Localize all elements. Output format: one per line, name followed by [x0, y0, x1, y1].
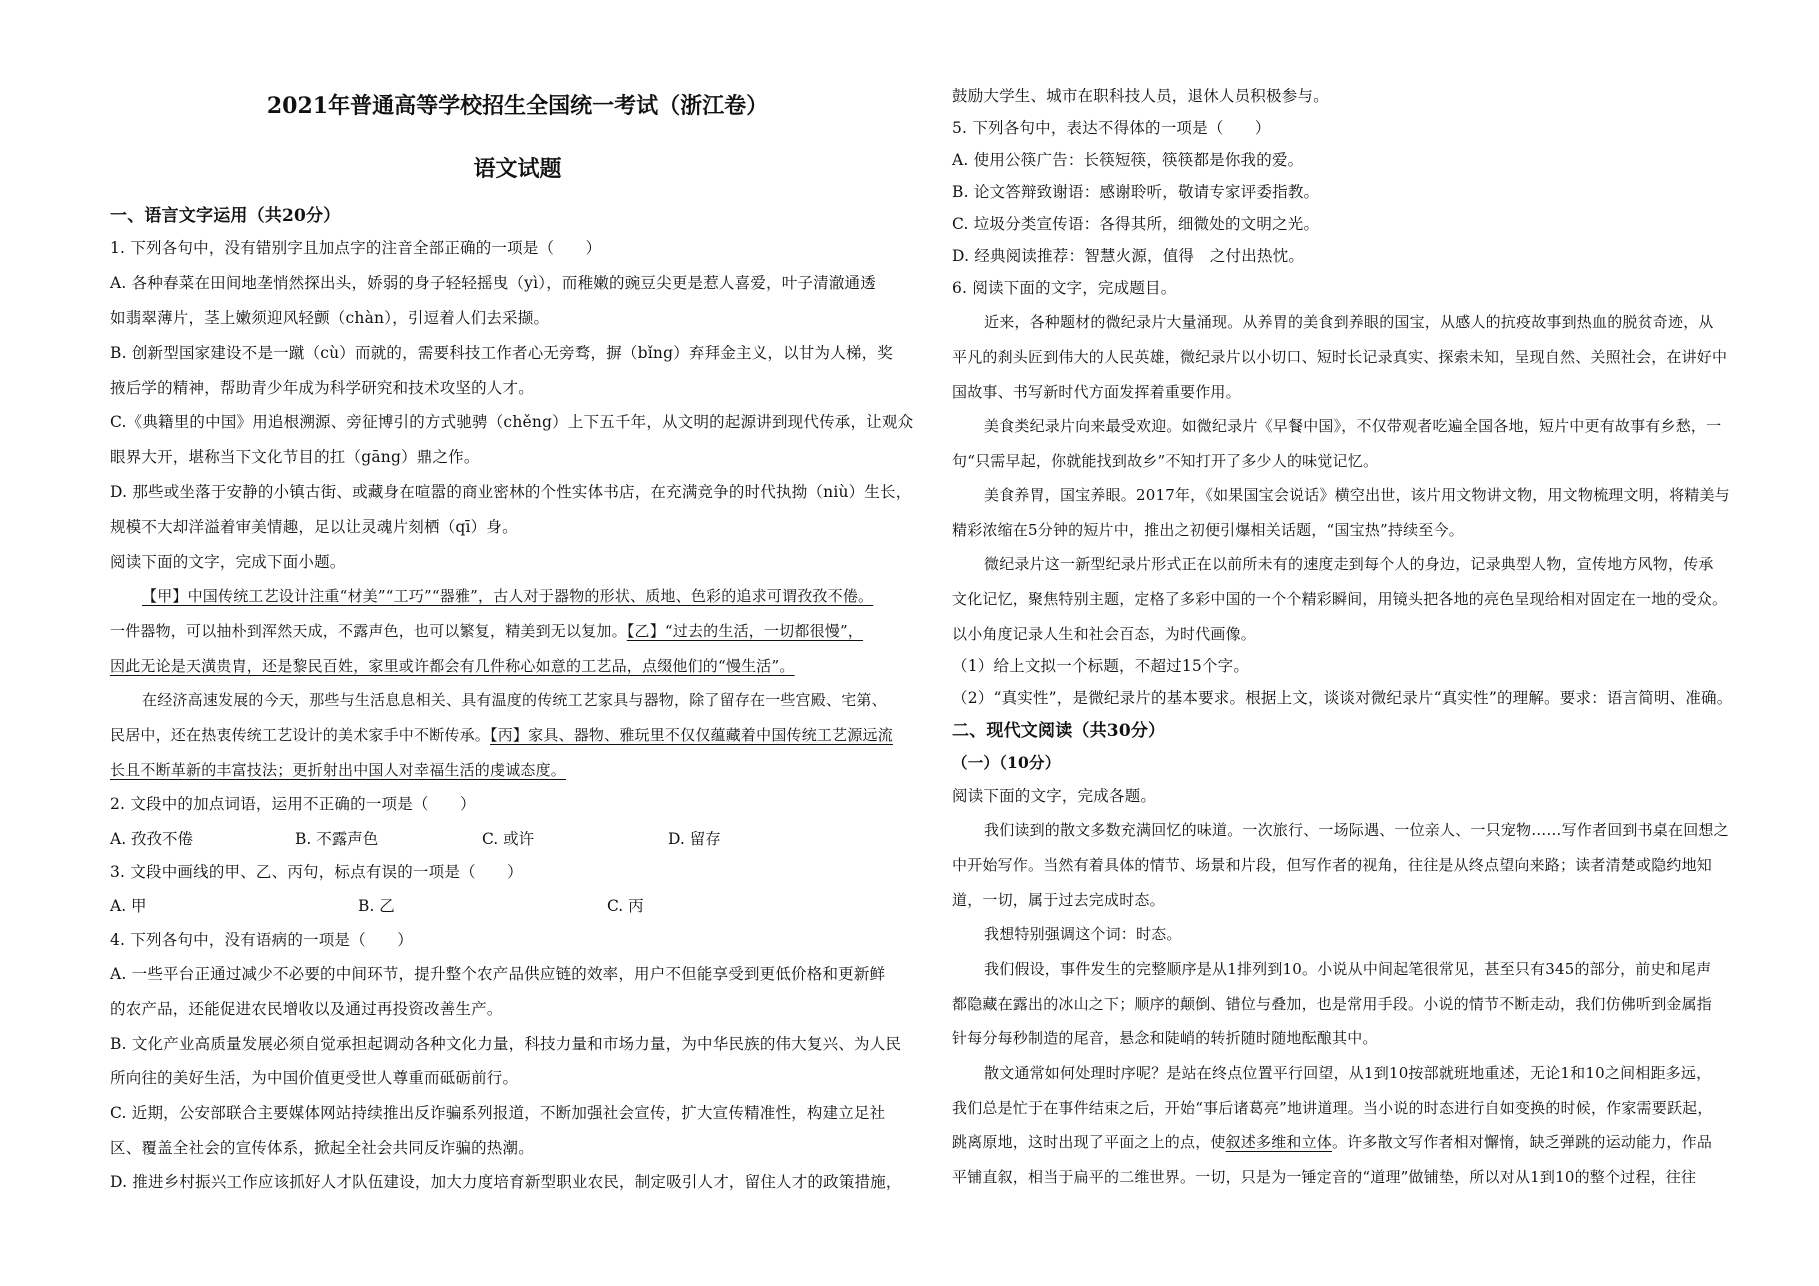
q3-option-a: A. 甲 [110, 897, 147, 915]
q4-option-c-line2: 区、覆盖全社会的宣传体系，掀起全社会共同反诈骗的热潮。 [110, 1139, 534, 1157]
q6-para2-line1: 美食类纪录片向来最受欢迎。如微纪录片《早餐中国》，不仅带观者吃遍全国各地，短片中更有故事有乡愁，一 [984, 417, 1722, 435]
q2-option-a: A. 孜孜不倦 [110, 830, 194, 848]
q6-para1-line3: 国故事、书写新时代方面发挥着重要作用。 [952, 383, 1241, 401]
q6-para4-line2: 文化记忆，聚焦特别主题，定格了多彩中国的一个个精彩瞬间，用镜头把各地的亮色呈现给相对固定在一地的受众。 [952, 590, 1728, 608]
q1-option-b-line2: 掖后学的精神，帮助青少年成为科学研究和技术攻坚的人才。 [110, 379, 534, 397]
essay-para3-line2: 都隐藏在露出的冰山之下；顺序的颠倒、错位与叠加，也是常用手段。小说的情节不断走动，我们仿佛听到金属指 [952, 995, 1713, 1013]
q5-option-a: A. 使用公筷广告：长筷短筷，筷筷都是你我的爱。 [952, 151, 1304, 169]
question-2: 2. 文段中的加点词语，运用不正确的一项是（ ） [110, 795, 476, 813]
q2-option-b: B. 不露声色 [295, 830, 379, 848]
q6-para4-line1: 微纪录片这一新型纪录片形式正在以前所未有的速度走到每个人的身边，记录典型人物，宣传地方风物，传承 [984, 555, 1714, 573]
q6-para4-line3: 以小角度记录人生和社会百态，为时代画像。 [952, 625, 1257, 643]
section-heading-1: 一、语言文字运用（共20分） [110, 206, 341, 226]
passage-line2-text: 一件器物，可以抽朴到浑然天成，不露声色，也可以繁复，精美到无以复加。 [110, 622, 627, 640]
q4-option-d-line1: D. 推进乡村振兴工作应该抓好人才队伍建设，加大力度培育新型职业农民，制定吸引人才，留住人才的政策措施， [110, 1173, 902, 1191]
underlined-phrase: 叙述多维和立体 [1225, 1133, 1333, 1151]
reading-instruction-2: 阅读下面的文字，完成各题。 [952, 787, 1157, 805]
essay-para4-line1: 散文通常如何处理时序呢？是站在终点位置平行回望，从1到10按部就班地重述，无论1和10之间相距多远， [984, 1064, 1712, 1082]
q4-option-b-line1: B. 文化产业高质量发展必须自觉承担起调动各种文化力量，科技力量和市场力量，为中华民族的伟大复兴、为人民 [110, 1035, 902, 1053]
q1-option-c-line1: C.《典籍里的中国》用追根溯源、旁征博引的方式驰骋（chěng）上下五千年，从文明的起源讲到现代传承，让观众 [110, 413, 914, 431]
reading-instruction: 阅读下面的文字，完成下面小题。 [110, 553, 346, 571]
q4-option-a-line1: A. 一些平台正通过减少不必要的中间环节，提升整个农产品供应链的效率，用户不但能享受到更低价格和更新鲜 [110, 965, 886, 983]
passage-jia-line1: 【甲】中国传统工艺设计注重“材美”“工巧”“器雅”，古人对于器物的形状、质地、色彩的追求可谓孜孜不倦。 [142, 587, 874, 605]
exam-title: 2021年普通高等学校招生全国统一考试（浙江卷） [266, 93, 769, 119]
q5-option-d: D. 经典阅读推荐：智慧火源，值得 之付出热忱。 [952, 247, 1305, 265]
subsection-heading: （一）（10分） [952, 753, 1061, 772]
q6-para1-line2: 平凡的刹头匠到伟大的人民英雄，微纪录片以小切口、短时长记录真实、探索未知，呈现自然、关照社会，在讲好中 [952, 348, 1728, 366]
essay-para4-line3-a: 跳离原地，这时出现了平面之上的点，使 [952, 1133, 1226, 1151]
question-5: 5. 下列各句中，表达不得体的一项是（ ） [952, 119, 1271, 137]
question-1: 1. 下列各句中，没有错别字且加点字的注音全部正确的一项是（ ） [110, 239, 602, 257]
passage-yi-line2: 因此无论是天潢贵胄，还是黎民百姓，家里或许都会有几件称心如意的工艺品，点缀他们的“慢生活”。 [110, 657, 795, 675]
question-3: 3. 文段中画线的甲、乙、丙句，标点有误的一项是（ ） [110, 863, 523, 881]
exam-subtitle: 语文试题 [473, 156, 562, 182]
section-heading-2: 二、现代文阅读（共30分） [952, 721, 1166, 741]
question-4: 4. 下列各句中，没有语病的一项是（ ） [110, 931, 413, 949]
passage2-line2 [110, 725, 893, 745]
essay-para2: 我想特别强调这个词：时态。 [984, 925, 1182, 943]
essay-para1-line2: 中开始写作。当然有着具体的情节、场景和片段，但写作者的视角，往往是从终点望向来路；读者清楚或隐约地知 [952, 856, 1713, 874]
essay-para4-line3-c: 。许多散文写作者相对懈惰，缺乏弹跳的运动能力，作品 [1332, 1133, 1713, 1151]
passage2-line2-text: 民居中，还在热衷传统工艺设计的美术家手中不断传承。 [110, 726, 491, 744]
essay-para3-line1: 我们假设，事件发生的完整顺序是从1排列到10。小说从中间起笔很常见，甚至只有345的部分，前史和尾声 [984, 960, 1712, 978]
q5-option-c: C. 垃圾分类宣传语：各得其所，细微处的文明之光。 [952, 215, 1320, 233]
q1-option-b-line1: B. 创新型国家建设不是一蹴（cù）而就的，需要科技工作者心无旁骛，摒（bǐng）弃拜金主义，以甘为人梯，奖 [110, 344, 893, 362]
q6-para3-line1: 美食养胃，国宝养眼。2017年，《如果国宝会说话》横空出世，该片用文物讲文物，用文物梳理文明，将精美与 [984, 486, 1730, 504]
q1-option-d-line2: 规模不大却洋溢着审美情趣，足以让灵魂片刻栖（qī）身。 [110, 518, 518, 536]
essay-para4-line2: 我们总是忙于在事件结束之后，开始“事后诸葛亮”地讲道理。当小说的时态进行自如变换的时候，作家需要跃起， [952, 1099, 1713, 1117]
passage-line2 [110, 621, 863, 641]
q6-subquestion-2: （2）“真实性”，是微纪录片的基本要求。根据上文，谈谈对微纪录片“真实性”的理解。要求：语言简明、准确。 [952, 689, 1733, 707]
q5-option-b: B. 论文答辩致谢语：感谢聆听，敬请专家评委指教。 [952, 183, 1320, 201]
q3-option-b: B. 乙 [358, 897, 395, 915]
essay-para3-line3: 针每分每秒制造的尾音，悬念和陡峭的转折随时随地酝酿其中。 [952, 1029, 1378, 1047]
passage-bing-start: 【丙】家具、器物、雅玩里不仅仅蕴藏着中国传统工艺源远流 [490, 726, 893, 744]
passage-yi-start: 【乙】“过去的生活，一切都很慢”， [626, 622, 864, 640]
q6-para3-line2: 精彩浓缩在5分钟的短片中，推出之初便引爆相关话题，“国宝热”持续至今。 [952, 521, 1464, 539]
essay-para1-line3: 道，一切，属于过去完成时态。 [952, 891, 1165, 909]
q1-option-c-line2: 眼界大开，堪称当下文化节目的扛（gāng）鼎之作。 [110, 448, 480, 466]
q4-option-a-line2: 的农产品，还能促进农民增收以及通过再投资改善生产。 [110, 1000, 503, 1018]
q4-option-d-line2: 鼓励大学生、城市在职科技人员，退休人员积极参与。 [952, 87, 1329, 105]
q1-option-a-line2: 如翡翠薄片，茎上嫩须迎风轻颤（chàn），引逗着人们去采撷。 [110, 309, 550, 327]
q1-option-d-line1: D. 那些或坐落于安静的小镇古街、或藏身在喧嚣的商业密林的个性实体书店，在充满竞争的时代执拗（niù）生长， [110, 483, 912, 501]
passage2-line1: 在经济高速发展的今天，那些与生活息息相关、具有温度的传统工艺家具与器物，除了留存在一些宫殿、宅第、 [142, 691, 887, 709]
essay-para4-line4: 平铺直叙，相当于扁平的二维世界。一切，只是为一锤定音的“道理”做铺垫，所以对从1到10的整个过程，往往 [952, 1168, 1697, 1186]
question-6: 6. 阅读下面的文字，完成题目。 [952, 279, 1177, 297]
q6-subquestion-1: （1）给上文拟一个标题，不超过15个字。 [952, 657, 1250, 675]
essay-para4-line3 [952, 1132, 1712, 1152]
q6-para1-line1: 近来，各种题材的微纪录片大量涌现。从养胃的美食到养眼的国宝，从感人的抗疫故事到热血的脱贫奇迹，从 [984, 313, 1714, 331]
q3-option-c: C. 丙 [607, 897, 644, 915]
q2-option-d: D. 留存 [668, 830, 721, 848]
essay-para1-line1: 我们读到的散文多数充满回忆的味道。一次旅行、一场际遇、一位亲人、一只宠物……写作者回到书桌在回想之 [984, 821, 1729, 839]
q4-option-c-line1: C. 近期，公安部联合主要媒体网站持续推出反诈骗系列报道，不断加强社会宣传，扩大宣传精准性，构建立足社 [110, 1104, 886, 1122]
q1-option-a-line1: A. 各种春菜在田间地垄悄然探出头，娇弱的身子轻轻摇曳（yì），而稚嫩的豌豆尖更是惹人喜爱，叶子清澈通透 [110, 274, 876, 292]
q4-option-b-line2: 所向往的美好生活，为中国价值更受世人尊重而砥砺前行。 [110, 1069, 519, 1087]
passage-bing-line2: 长且不断革新的丰富技法；更折射出中国人对幸福生活的虔诚态度。 [110, 761, 567, 779]
q6-para2-line2: 句“只需早起，你就能找到故乡”不知打开了多少人的味觉记忆。 [952, 452, 1379, 470]
q2-option-c: C. 或许 [482, 830, 535, 848]
